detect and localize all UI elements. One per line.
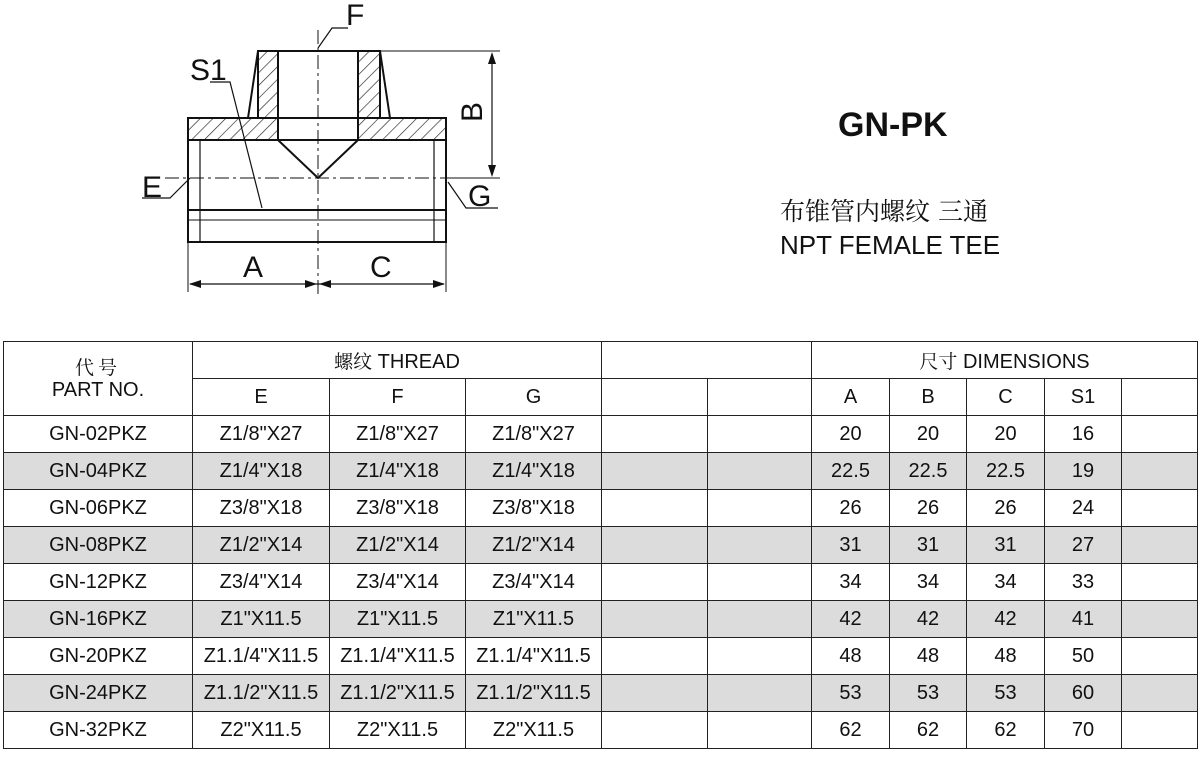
cell-blank: [708, 564, 812, 601]
cell-blank: [602, 453, 708, 490]
col-E-header: E: [193, 379, 330, 416]
branch-wall-right: [358, 51, 380, 118]
cell-blank: [602, 601, 708, 638]
cell-f: Z3/8"X18: [330, 490, 466, 527]
label-S1: S1: [190, 54, 227, 87]
cell-g: Z1.1/2"X11.5: [466, 675, 602, 712]
cell-blank: [1122, 638, 1198, 675]
cell-b: 53: [890, 675, 967, 712]
cell-e: Z1/4"X18: [193, 453, 330, 490]
shoulder-left: [188, 118, 278, 140]
cell-blank: [1122, 712, 1198, 749]
cell-blank: [602, 490, 708, 527]
cell-e: Z1.1/2"X11.5: [193, 675, 330, 712]
cell-blank: [602, 416, 708, 453]
cell-s1: 60: [1045, 675, 1122, 712]
cell-blank: [708, 490, 812, 527]
label-F: F: [346, 0, 365, 32]
cell-s1: 27: [1045, 527, 1122, 564]
col-B-header: B: [890, 379, 967, 416]
cell-b: 26: [890, 490, 967, 527]
thread-header-cn: 螺纹: [334, 350, 373, 373]
cell-f: Z2"X11.5: [330, 712, 466, 749]
cell-a: 48: [812, 638, 890, 675]
cell-c: 20: [967, 416, 1045, 453]
cell-c: 53: [967, 675, 1045, 712]
cell-f: Z1/2"X14: [330, 527, 466, 564]
cell-f: Z1.1/2"X11.5: [330, 675, 466, 712]
cell-e: Z1"X11.5: [193, 601, 330, 638]
table-row: [4, 712, 1198, 749]
cell-blank: [1122, 675, 1198, 712]
cell-part: GN-12PKZ: [4, 564, 193, 601]
table-row: [4, 675, 1198, 712]
cell-blank: [602, 564, 708, 601]
cell-f: Z1.1/4"X11.5: [330, 638, 466, 675]
cell-a: 22.5: [812, 453, 890, 490]
cell-blank: [708, 527, 812, 564]
cell-part: GN-04PKZ: [4, 453, 193, 490]
product-code: GN-PK: [838, 106, 948, 144]
cell-a: 26: [812, 490, 890, 527]
cell-b: 42: [890, 601, 967, 638]
cell-part: GN-20PKZ: [4, 638, 193, 675]
cell-g: Z3/4"X14: [466, 564, 602, 601]
table-row: [4, 416, 1198, 453]
col-G-header: G: [466, 379, 602, 416]
cell-part: GN-06PKZ: [4, 490, 193, 527]
cell-f: Z3/4"X14: [330, 564, 466, 601]
cell-blank: [602, 675, 708, 712]
cell-g: Z1.1/4"X11.5: [466, 638, 602, 675]
cell-c: 22.5: [967, 453, 1045, 490]
part-no-header: [4, 342, 193, 416]
cell-blank: [1122, 416, 1198, 453]
table-body: [4, 416, 1198, 749]
cell-g: Z1"X11.5: [466, 601, 602, 638]
col-blank3-header: [1122, 379, 1198, 416]
cell-b: 20: [890, 416, 967, 453]
table-row: [4, 638, 1198, 675]
cell-s1: 41: [1045, 601, 1122, 638]
thread-header-en: THREAD: [377, 350, 460, 373]
cell-e: Z1.1/4"X11.5: [193, 638, 330, 675]
cell-a: 31: [812, 527, 890, 564]
cell-s1: 24: [1045, 490, 1122, 527]
cell-f: Z1/8"X27: [330, 416, 466, 453]
cell-c: 31: [967, 527, 1045, 564]
cell-e: Z3/8"X18: [193, 490, 330, 527]
label-A: A: [243, 251, 264, 284]
cell-a: 20: [812, 416, 890, 453]
cell-blank: [708, 675, 812, 712]
table-row: [4, 527, 1198, 564]
table-row: [4, 490, 1198, 527]
cell-b: 62: [890, 712, 967, 749]
label-B: B: [456, 101, 489, 122]
cell-blank: [602, 712, 708, 749]
product-name-en: NPT FEMALE TEE: [780, 230, 1001, 260]
part-no-header-cn: 代号: [74, 356, 121, 379]
table-header-row-1: [4, 342, 1198, 379]
cell-a: 34: [812, 564, 890, 601]
dimensions-header: [812, 342, 1198, 379]
cell-s1: 70: [1045, 712, 1122, 749]
cell-part: GN-08PKZ: [4, 527, 193, 564]
cell-part: GN-24PKZ: [4, 675, 193, 712]
cell-a: 62: [812, 712, 890, 749]
cell-a: 42: [812, 601, 890, 638]
dimensions-header-cn: 尺寸: [919, 350, 958, 373]
cell-b: 22.5: [890, 453, 967, 490]
cell-s1: 33: [1045, 564, 1122, 601]
cell-blank: [1122, 564, 1198, 601]
cell-c: 48: [967, 638, 1045, 675]
cell-e: Z1/2"X14: [193, 527, 330, 564]
cell-e: Z2"X11.5: [193, 712, 330, 749]
blank-header: [602, 342, 812, 379]
cell-blank: [1122, 601, 1198, 638]
cell-f: Z1/4"X18: [330, 453, 466, 490]
shoulder-right: [358, 118, 446, 140]
col-C-header: C: [967, 379, 1045, 416]
dimensions-header-en: DIMENSIONS: [962, 350, 1090, 373]
col-A-header: A: [812, 379, 890, 416]
cell-b: 31: [890, 527, 967, 564]
dimensions-table: [3, 341, 1198, 749]
cell-blank: [708, 416, 812, 453]
cell-g: Z2"X11.5: [466, 712, 602, 749]
cell-part: GN-16PKZ: [4, 601, 193, 638]
col-S1-header: S1: [1045, 379, 1122, 416]
cell-g: Z3/8"X18: [466, 490, 602, 527]
cell-a: 53: [812, 675, 890, 712]
cell-blank: [602, 527, 708, 564]
label-C: C: [370, 251, 392, 284]
table-row: [4, 453, 1198, 490]
cell-e: Z1/8"X27: [193, 416, 330, 453]
cell-blank: [708, 638, 812, 675]
cell-blank: [1122, 490, 1198, 527]
cell-part: GN-32PKZ: [4, 712, 193, 749]
cell-s1: 16: [1045, 416, 1122, 453]
table-row: [4, 564, 1198, 601]
part-no-header-en: PART NO.: [51, 378, 145, 401]
cell-blank: [1122, 527, 1198, 564]
cell-c: 42: [967, 601, 1045, 638]
cell-blank: [602, 638, 708, 675]
col-blank1-header: [602, 379, 708, 416]
cell-blank: [708, 453, 812, 490]
cell-g: Z1/8"X27: [466, 416, 602, 453]
cell-blank: [1122, 453, 1198, 490]
branch-wall-left: [258, 51, 278, 118]
cell-s1: 50: [1045, 638, 1122, 675]
cell-e: Z3/4"X14: [193, 564, 330, 601]
col-blank2-header: [708, 379, 812, 416]
cell-f: Z1"X11.5: [330, 601, 466, 638]
label-E: E: [142, 171, 163, 204]
product-name-cn: 布锥管内螺纹 三通: [780, 197, 988, 226]
col-F-header: F: [330, 379, 466, 416]
thread-header: [193, 342, 602, 379]
label-G: G: [468, 180, 492, 213]
tee-fitting-drawing: [0, 0, 620, 320]
cell-s1: 19: [1045, 453, 1122, 490]
cell-b: 34: [890, 564, 967, 601]
cell-c: 62: [967, 712, 1045, 749]
cell-blank: [708, 601, 812, 638]
cell-b: 48: [890, 638, 967, 675]
cell-c: 26: [967, 490, 1045, 527]
cell-blank: [708, 712, 812, 749]
cell-c: 34: [967, 564, 1045, 601]
cell-part: GN-02PKZ: [4, 416, 193, 453]
cell-g: Z1/2"X14: [466, 527, 602, 564]
table-row: [4, 601, 1198, 638]
cell-g: Z1/4"X18: [466, 453, 602, 490]
